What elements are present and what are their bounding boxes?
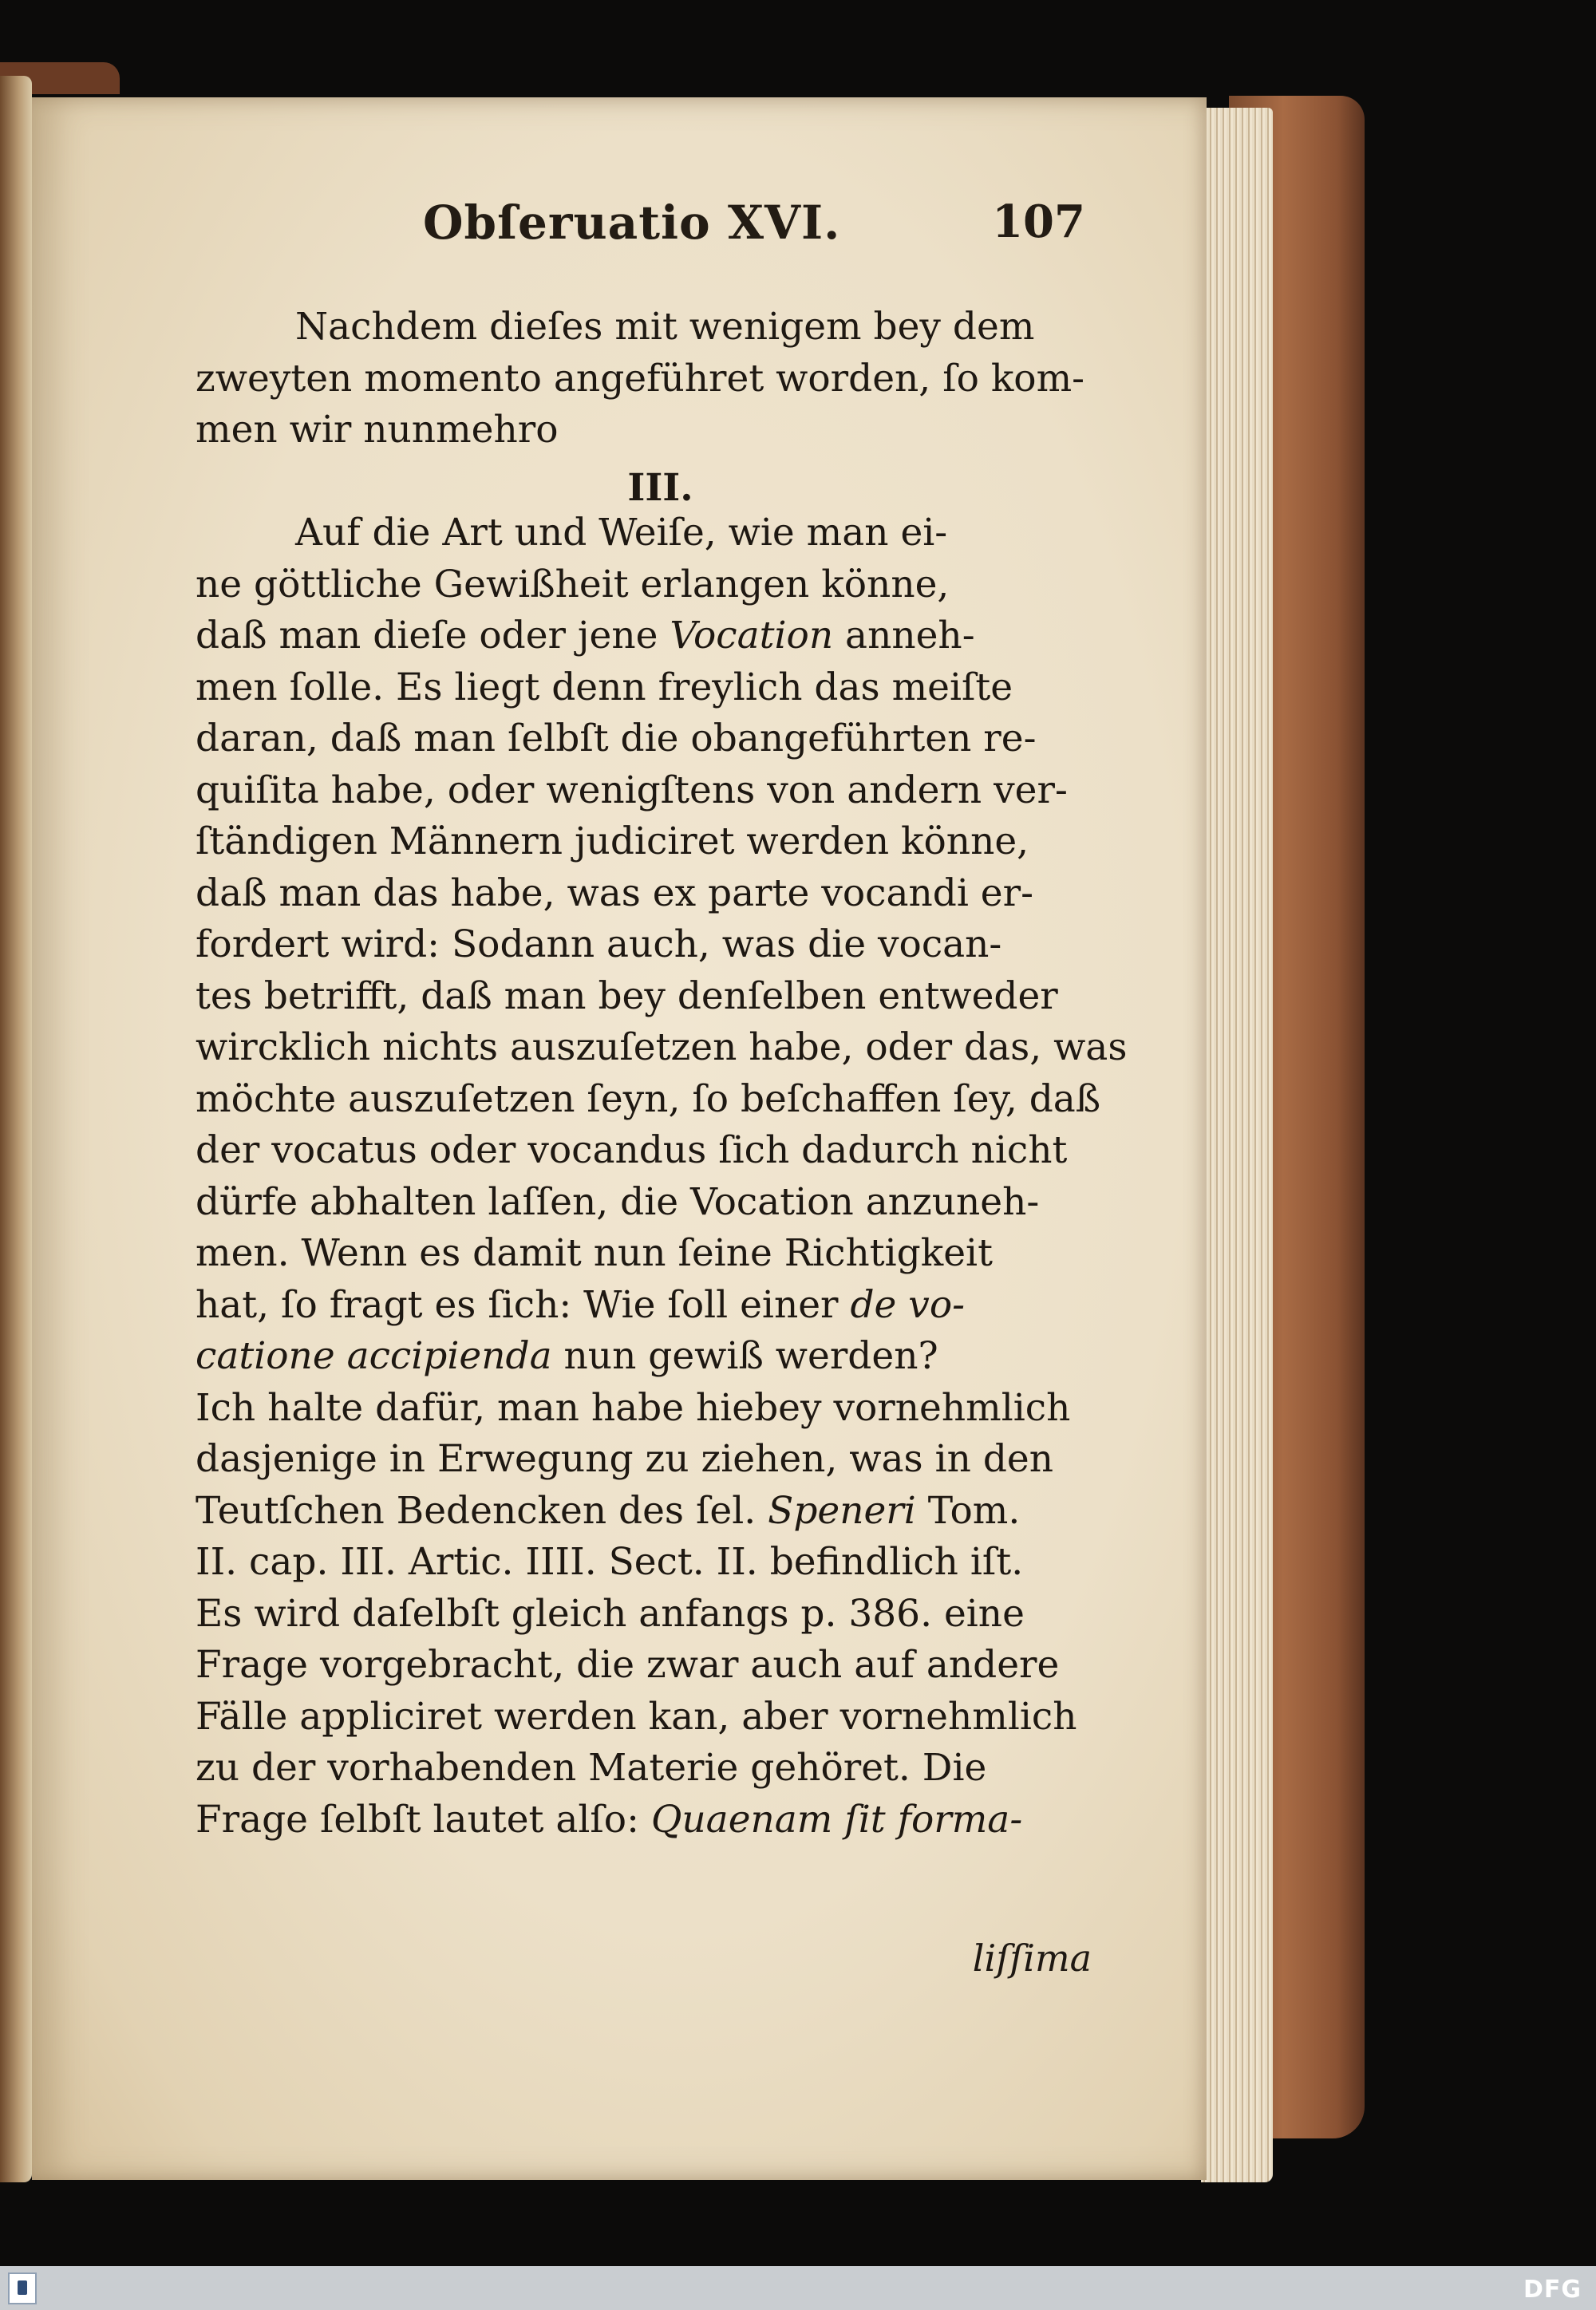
text-line: dasjenige in Erwegung zu ziehen, was in den [196,1437,1054,1481]
text-line: tes betrifft, daß man bey denſelben entweder [196,973,1058,1018]
text-line: Frage vorgebracht, die zwar auch auf andere [196,1643,1060,1687]
text-line: men ſolle. Es liegt denn freylich das meiſte [196,665,1013,709]
text-line: Ich halte dafür, man habe hiebey vornehmlich [196,1385,1071,1430]
text-line: zweyten momento angeführet worden, ſo kom- [196,356,1085,401]
text-line: men wir nunmehro [196,408,559,452]
text-line: II. cap. III. Artic. IIII. Sect. II. befindlich iſt. [196,1540,1024,1584]
text-line: dürfe abhalten laſſen, die Vocation anzuneh- [196,1179,1040,1224]
text-line: fordert wird: Sodann auch, was die vocan- [196,922,1002,966]
text-line: men. Wenn es damit nun ſeine Richtigkeit [196,1231,993,1275]
text-run: nun gewiß werden? [551,1334,938,1378]
latin-term: catione accipienda [196,1334,552,1378]
left-page-edge [0,76,32,2182]
text-line: Nachdem dieſes mit wenigem bey dem [295,305,1035,349]
text-run: Tom. [915,1488,1021,1533]
text-run: hat, ſo fragt es ſich: Wie ſoll einer [196,1282,851,1327]
text-line: Auf die Art und Weiſe, wie man ei- [295,511,948,555]
text-line: möchte auszuſetzen ſeyn, ſo beſchaffen ſey, daß [196,1076,1101,1121]
text-line: Fälle appliciret werden kan, aber vornehmlich [196,1694,1077,1739]
section-heading: III. [627,465,693,510]
running-head: Obſeruatio XVI. [423,195,841,250]
author-name: Speneri [768,1488,916,1533]
text-line [196,1486,1093,1538]
latin-quote: Quaenam ſit forma- [650,1797,1023,1842]
dfg-logo: DFG [1523,2276,1582,2304]
latin-term: de vo- [850,1282,966,1327]
text-line: daß man das habe, was ex parte vocandi er- [196,871,1033,915]
page-stack-edge [1201,108,1273,2182]
text-line: Es wird daſelbſt gleich anfangs p. 386. eine [196,1591,1025,1636]
body-text [196,302,1128,1846]
latin-term: Vocation [670,614,834,657]
text-run: daß man dieſe oder jene [196,614,670,657]
text-line [196,610,1093,662]
text-run: anneh- [833,614,975,657]
text-line [196,1331,1093,1383]
text-line: ne göttliche Gewißheit erlangen könne, [196,562,950,606]
text-run: Frage ſelbſt lautet alſo: [196,1797,651,1842]
library-logo-icon [8,2272,37,2304]
page-header [423,195,1085,259]
text-line [196,1280,1093,1332]
text-line: ſtändigen Männern judiciret werden könne, [196,819,1029,863]
text-line [196,1795,1093,1846]
text-line: quiſita habe, oder wenigſtens von andern ver- [196,768,1068,812]
text-line: zu der vorhabenden Materie gehöret. Die [196,1746,987,1790]
text-line: wircklich nichts auszuſetzen habe, oder das, was [196,1025,1128,1069]
text-line: der vocatus oder vocandus ſich dadurch nicht [196,1128,1068,1172]
text-run: Teutſchen Bedencken des ſel. [196,1488,768,1533]
page-number: 107 [992,195,1085,248]
text-line: daran, daß man ſelbſt die obangeführten re- [196,717,1037,760]
viewer-footer-bar [0,2266,1596,2310]
catchword: liſſima [972,1937,1092,1980]
